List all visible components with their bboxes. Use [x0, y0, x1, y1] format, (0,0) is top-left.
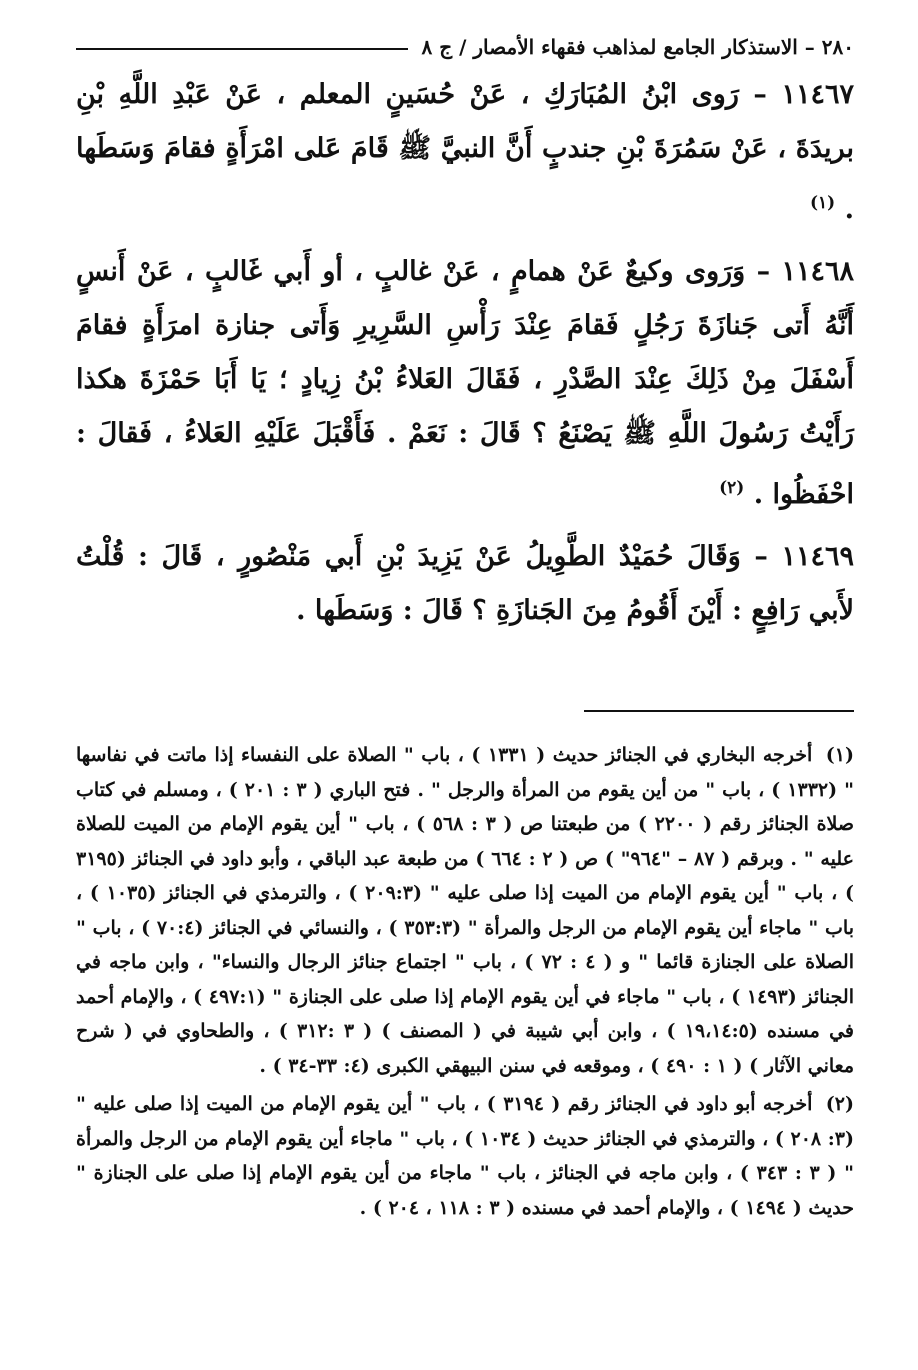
hadith-text: ١١٤٦٧ – رَوى ابْنُ المُبَارَكِ ، عَنْ حُسَينٍ المعلم ، عَنْ عَبْدِ اللَّهِ بْنِ بريدَةَ ، عَنْ سَمُرَةَ بْنِ جندبٍ أَنَّ النبيَّ ﷺ قَامَ عَلى امْرَأَةٍ فقامَ وَسَطَها . — [76, 79, 854, 225]
running-header — [76, 30, 854, 64]
running-title: ٢٨٠ – الاستذكار الجامع لمذاهب فقهاء الأمصار / ج ٨ — [421, 35, 854, 59]
hadith-11469 — [76, 530, 854, 638]
footnote-2 — [76, 1087, 854, 1225]
footnote-number: (١) — [825, 744, 854, 766]
footnote-separator — [584, 710, 854, 712]
footnote-1 — [76, 738, 854, 1083]
hadith-11467 — [76, 68, 854, 237]
footnotes — [76, 738, 854, 1225]
footnote-number: (٢) — [825, 1093, 854, 1115]
footnote-text: أخرجه البخاري في الجنائز حديث ( ١٣٣١ ) ، باب " الصلاة على النفساء إذا ماتت في نفاسها " (١٣٣٢ ) ، باب " من أين يقوم من المرأة والرجل " . فتح الباري ( ٣ : ٢٠١ ) ، ومسلم في كتاب صلاة الجنائز رقم ( ٢٢٠٠ ) من طبعتنا ص ( ٣ : ٥٦٨ ) ، باب " أين يقوم الإمام من الميت للصلاة عليه " . وبرقم ( ٨٧ – "٩٦٤" ) ص ( ٢ : ٦٦٤ ) من طبعة عبد الباقي ، وأبو داود في الجنائز (٣١٩٥ ) ، باب " أين يقوم الإمام من الميت إذا صلى عليه " (٢٠٩:٣ ) ، والترمذي في الجنائز (١٠٣٥ ) ، باب " ماجاء أين يقوم الإمام من الرجل والمرأة " (٣٥٣:٣ ) ، والنسائي في الجنائز (٧٠:٤ ) ، باب " الصلاة على الجنازة قائما " و ( ٤ : ٧٢ ) ، باب " اجتماع جنائز الرجال والنساء" ، وابن ماجه في الجنائز (١٤٩٣ ) ، باب " ماجاء في أين يقوم الإمام إذا صلى على الجنازة " (٤٩٧:١ ) ، والإمام أحمد في مسنده (١٩،١٤:٥ ) ، وابن أبي شيبة في ( المصنف ) ( ٣ :٣١٢ ) ، والطحاوي في ( شرح معاني الآثار ) ( ١ : ٤٩٠ ) ، وموقعه في سنن البيهقي الكبرى (٤: ٣٣-٣٤ ) . — [76, 744, 854, 1077]
footnote-ref: (١) — [809, 193, 836, 213]
footnote-text: أخرجه أبو داود في الجنائز رقم ( ٣١٩٤ ) ، باب " أين يقوم الإمام من الميت إذا صلى عليه " (٣: ٢٠٨ ) ، والترمذي في الجنائز حديث ( ١٠٣٤ ) ، باب " ماجاء أين يقوم الإمام من الرجل والمرأة " ( ٣ : ٣٤٣ ) ، وابن ماجه في الجنائز ، باب " ماجاء من أين يقوم الإمام إذا صلى على الجنازة " حديث ( ١٤٩٤ ) ، والإمام أحمد في مسنده ( ٣ : ١١٨ ، ٢٠٤ ) . — [76, 1093, 854, 1219]
hadith-text: ١١٤٦٩ – وَقَالَ حُمَيْدٌ الطَّوِيلُ عَنْ يَزِيدَ بْنِ أَبي مَنْصُورٍ ، قَالَ : قُلْتُ لأَبي رَافِعٍ : أَيْنَ أَقُومُ مِنَ الجَنازَةِ ؟ قَالَ : وَسَطَها . — [76, 541, 854, 626]
hadith-11468 — [76, 245, 854, 522]
hadith-text: ١١٤٦٨ – وَرَوى وكيعٌ عَنْ همامٍ ، عَنْ غالبٍ ، أو أَبي غَالبٍ ، عَنْ أَنسٍ أَنَّهُ أَتى جَنازَةَ رَجُلٍ فَقامَ عِنْدَ رَأْسِ السَّرِيرِ وَأَتى جنازة امرَأَةٍ فقامَ أَسْفَلَ مِنْ ذَلِكَ عِنْدَ الصَّدْرِ ، فَقَالَ العَلاءُ بْنُ زِيادٍ ؛ يَا أَبَا حَمْزَةَ هكذا رَأَيْتُ رَسُولَ اللَّهِ ﷺ يَصْنَعُ ؟ قَالَ : نَعَمْ . فَأَقْبَلَ عَلَيْهِ العَلاءُ ، فَقالَ : احْفَظُوا . — [76, 256, 854, 510]
footnote-ref: (٢) — [719, 478, 745, 498]
header-rule — [76, 48, 408, 50]
